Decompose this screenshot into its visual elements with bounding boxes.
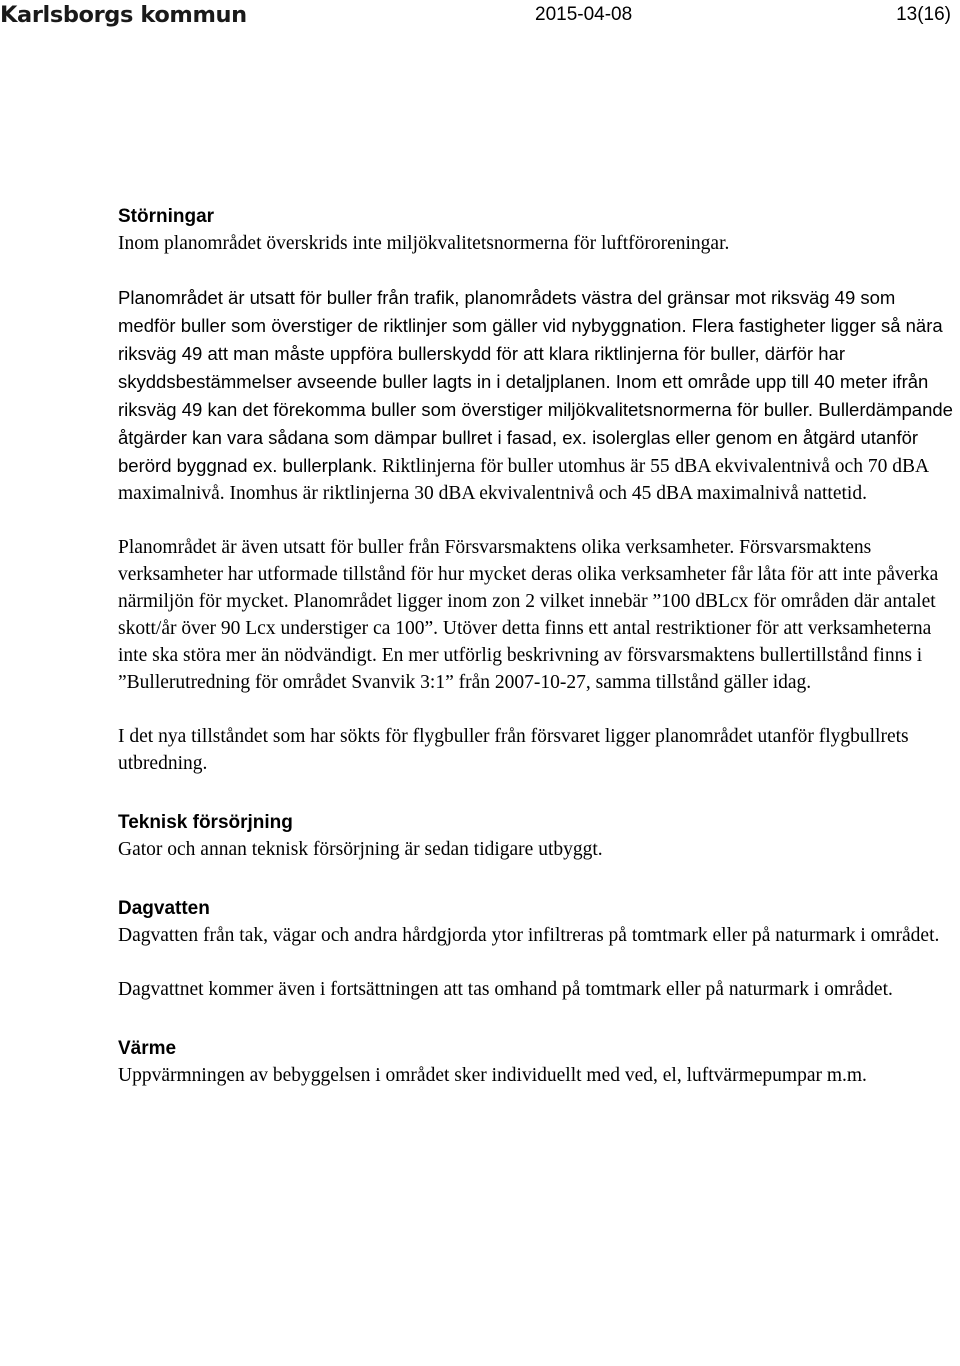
paragraph-teknisk: Gator och annan teknisk försörjning är sedan tidigare utbyggt. bbox=[118, 839, 603, 860]
paragraph-dagvatten-1: Dagvatten från tak, vägar och andra hårdgjorda ytor infiltreras på tomtmark eller på naturmark i området. bbox=[118, 925, 940, 946]
heading-storningar: Störningar bbox=[118, 206, 215, 227]
page-number: 13(16) bbox=[896, 4, 951, 25]
heading-dagvatten: Dagvatten bbox=[118, 898, 210, 919]
heading-varme: Värme bbox=[118, 1038, 177, 1059]
paragraph-dagvatten-2: Dagvattnet kommer även i fortsättningen att tas omhand på tomtmark eller på naturmark i området. bbox=[118, 979, 893, 1000]
paragraph-flygbuller: I det nya tillståndet som har sökts för flygbuller från försvaret ligger planområdet utanför flygbullrets utbredning. bbox=[118, 726, 909, 774]
paragraph-trafikbuller bbox=[118, 284, 954, 507]
municipality-logo: Karlsborgs kommun bbox=[0, 2, 247, 28]
paragraph-varme: Uppvärmningen av bebyggelsen i området sker individuellt med ved, el, luftvärmepumpar m.m. bbox=[118, 1065, 867, 1086]
document-date: 2015-04-08 bbox=[535, 4, 633, 25]
trafikbuller-sentence-1: Planområdet är utsatt för buller från trafik, planområdets västra del gränsar mot riksväg 49 som medför buller som överstiger de riktlinjer som gäller vid nybyggnation. bbox=[118, 287, 896, 336]
paragraph-forsvarsmakten: Planområdet är även utsatt för buller från Försvarsmaktens olika verksamheter. Försvarsmaktens verksamheter har utformade tillstånd för hur mycket deras olika verksamheter får låta för att inte påverka närmiljön för mycket. Planområdet ligger inom zon 2 vilket innebär ”100 dBLcx för områden där antalet skott/år över 90 Lcx understiger ca 100”. Utöver detta finns ett antal restriktioner för att verksamheterna inte ska störa mer än nödvändigt. En mer utförlig beskrivning av försvarsmaktens bullertillstånd finns i ”Bullerutredning för området Svanvik 3:1” från 2007-10-27, samma tillstånd gäller idag. bbox=[118, 537, 939, 693]
document-body bbox=[118, 204, 954, 1089]
trafikbuller-sentence-2: Flera fastigheter ligger så nära riksväg 49 att man måste uppföra bullerskydd för att klara riktlinjerna för buller, därför har skyddsbestämmelser avseende buller lagts in i detaljplanen. Inom ett område upp till 40 meter ifrån riksväg 49 kan det förekomma buller som överstiger miljökvalitetsnormerna för buller. Bullerdämpande åtgärder kan vara sådana som dämpar bullret i fasad, ex. isolerglas eller genom en åtgärd utanför berörd byggnad ex. bullerplank. bbox=[118, 315, 953, 476]
paragraph-luftfororeningar: Inom planområdet överskrids inte miljökvalitetsnormerna för luftföroreningar. bbox=[118, 233, 730, 254]
page-header bbox=[0, 0, 960, 34]
heading-teknisk-forsorjning: Teknisk försörjning bbox=[118, 812, 293, 833]
trafikbuller-sentence-3: Riktlinjerna för buller utomhus är 55 dBA ekvivalentnivå och 70 dBA maximalnivå. Inomhus är riktlinjerna 30 dBA ekvivalentnivå och 45 dBA maximalnivå nattetid. bbox=[118, 456, 928, 504]
